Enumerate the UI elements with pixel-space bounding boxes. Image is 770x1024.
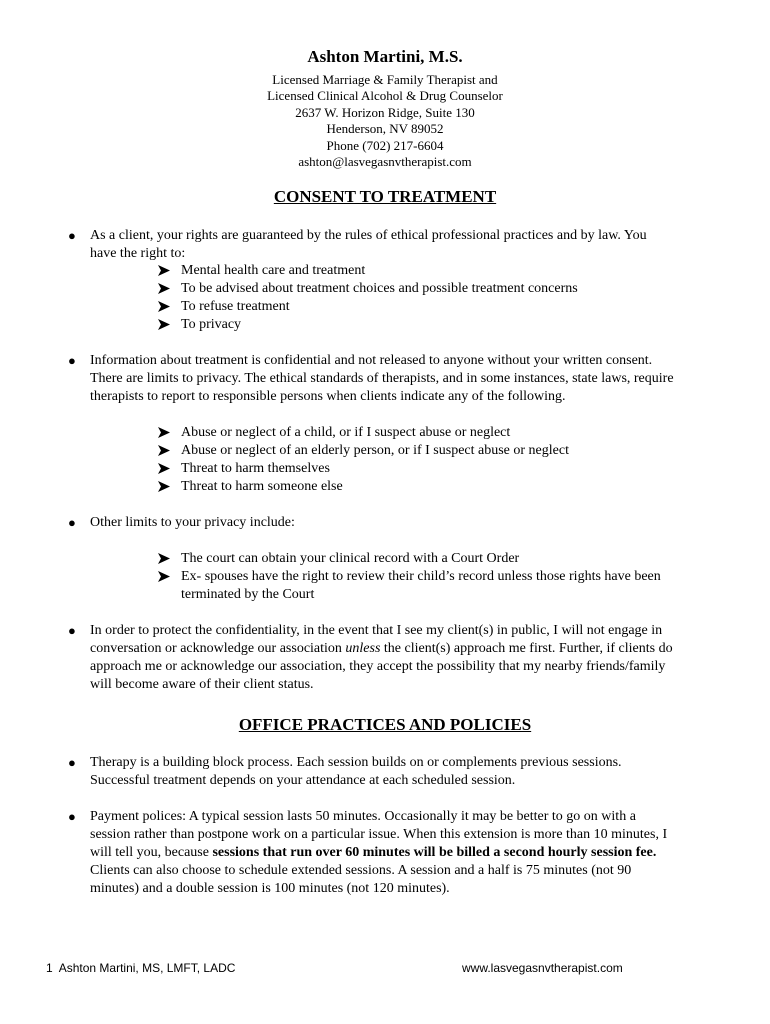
payment-fee-notice: sessions that run over 60 minutes will be billed a second hourly session fee.: [212, 845, 657, 860]
limit-item: [181, 568, 721, 604]
right-item-label: To refuse treatment: [181, 299, 290, 314]
therapy-line-2: Successful treatment depends on your attendance at each scheduled session.: [90, 773, 516, 788]
arrow-bullet-icon: [158, 262, 170, 276]
confidentiality-bullet: [68, 352, 730, 406]
email-address: ashton@lasvegasnvtherapist.com: [298, 154, 472, 170]
arrow-bullet-icon: [158, 280, 170, 294]
confidentiality-line-1: Information about treatment is confidential and not released to anyone without your written consent.: [90, 353, 653, 368]
right-item: [181, 298, 721, 316]
report-item: [181, 460, 721, 478]
limit-item-label: Ex- spouses have the right to review their child’s record unless those rights have been: [181, 569, 661, 584]
public-line-2-pre: conversation or acknowledge our association: [90, 641, 346, 656]
office-section-title: OFFICE PRACTICES AND POLICIES: [238, 715, 532, 734]
arrow-bullet-icon: [158, 568, 170, 582]
report-item-label: Threat to harm someone else: [181, 479, 343, 494]
footer-left: [46, 960, 235, 976]
public-line-3: approach me or acknowledge our association, they accept the possibility that my nearby friends/family: [90, 659, 666, 674]
bullet-dot-icon: ●: [68, 515, 76, 530]
public-line-4: will become aware of their client status.: [90, 677, 314, 692]
address-city: Henderson, NV 89052: [326, 121, 444, 137]
bullet-dot-icon: ●: [68, 228, 76, 243]
report-item: [181, 478, 721, 496]
right-item-label: To privacy: [181, 317, 242, 332]
bullet-dot-icon: ●: [68, 353, 76, 368]
arrow-bullet-icon: [158, 424, 170, 438]
rights-bullet-line-2: have the right to:: [90, 246, 186, 261]
phone-number: Phone (702) 217-6604: [326, 137, 444, 153]
bullet-dot-icon: ●: [68, 755, 76, 770]
right-item: [181, 262, 721, 280]
consent-section-title: CONSENT TO TREATMENT: [273, 187, 497, 206]
public-line-2: [90, 640, 730, 658]
arrow-bullet-icon: [158, 478, 170, 492]
right-item-label: To be advised about treatment choices and possible treatment concerns: [181, 281, 578, 296]
public-line-2-emphasis: unless: [345, 641, 381, 656]
payment-bullet: [68, 808, 730, 898]
footer-website[interactable]: www.lasvegasnvtherapist.com: [462, 961, 623, 975]
public-line-1: In order to protect the confidentiality, in the event that I see my client(s) in public, I will not engage in: [90, 623, 663, 638]
bullet-dot-icon: ●: [68, 809, 76, 824]
arrow-bullet-icon: [158, 550, 170, 564]
confidentiality-line-3: therapists to report to responsible persons when clients indicate any of the following.: [90, 389, 566, 404]
right-item: [181, 280, 721, 298]
arrow-bullet-icon: [158, 442, 170, 456]
rights-bullet: [68, 227, 730, 263]
payment-line-2: session rather than postpone work on a particular issue. When this extension is more than 10 minutes, I: [90, 827, 668, 842]
right-item-label: Mental health care and treatment: [181, 263, 366, 278]
other-limits-label: Other limits to your privacy include:: [90, 515, 295, 530]
public-confidentiality-bullet: [68, 622, 730, 694]
therapy-line-1: Therapy is a building block process. Each session builds on or complements previous sessions.: [90, 755, 622, 770]
arrow-bullet-icon: [158, 460, 170, 474]
letterhead: [0, 46, 770, 170]
therapy-bullet: [68, 754, 730, 790]
payment-line-5: minutes) and a double session is 100 minutes (not 120 minutes).: [90, 881, 450, 896]
limit-item-label: The court can obtain your clinical record with a Court Order: [181, 551, 520, 566]
limit-item: [181, 550, 721, 568]
footer-author: Ashton Martini, MS, LMFT, LADC: [58, 961, 236, 975]
payment-line-4: Clients can also choose to schedule extended sessions. A session and a half is 75 minutes (not 90: [90, 863, 632, 878]
credential-line-1: Licensed Marriage & Family Therapist and: [272, 72, 498, 87]
arrow-bullet-icon: [158, 298, 170, 312]
payment-line-3-pre: will tell you, because: [90, 845, 213, 860]
bullet-dot-icon: ●: [68, 623, 76, 638]
report-item-label: Abuse or neglect of an elderly person, or if I suspect abuse or neglect: [181, 443, 569, 458]
other-limits-bullet: [68, 514, 730, 532]
rights-bullet-line-1: As a client, your rights are guaranteed by the rules of ethical professional practices and by law. You: [90, 228, 647, 243]
report-item: [181, 424, 721, 442]
page-number: 1: [46, 961, 53, 975]
credential-line-2: Licensed Clinical Alcohol & Drug Counselor: [267, 88, 503, 104]
therapist-name: Ashton Martini, M.S.: [307, 47, 463, 66]
payment-line-3: [90, 844, 730, 862]
report-item-label: Threat to harm themselves: [181, 461, 330, 476]
address-street: 2637 W. Horizon Ridge, Suite 130: [295, 104, 475, 120]
report-item: [181, 442, 721, 460]
public-line-2-post: the client(s) approach me first. Further, if clients do: [380, 641, 673, 656]
confidentiality-line-2: There are limits to privacy. The ethical standards of therapists, and in some instances, state laws, require: [90, 371, 674, 386]
right-item: [181, 316, 721, 334]
arrow-bullet-icon: [158, 316, 170, 330]
report-item-label: Abuse or neglect of a child, or if I suspect abuse or neglect: [181, 425, 511, 440]
payment-line-1: Payment polices: A typical session lasts 50 minutes. Occasionally it may be better to go on with a: [90, 809, 636, 824]
limit-item-label-continued: terminated by the Court: [181, 587, 315, 602]
